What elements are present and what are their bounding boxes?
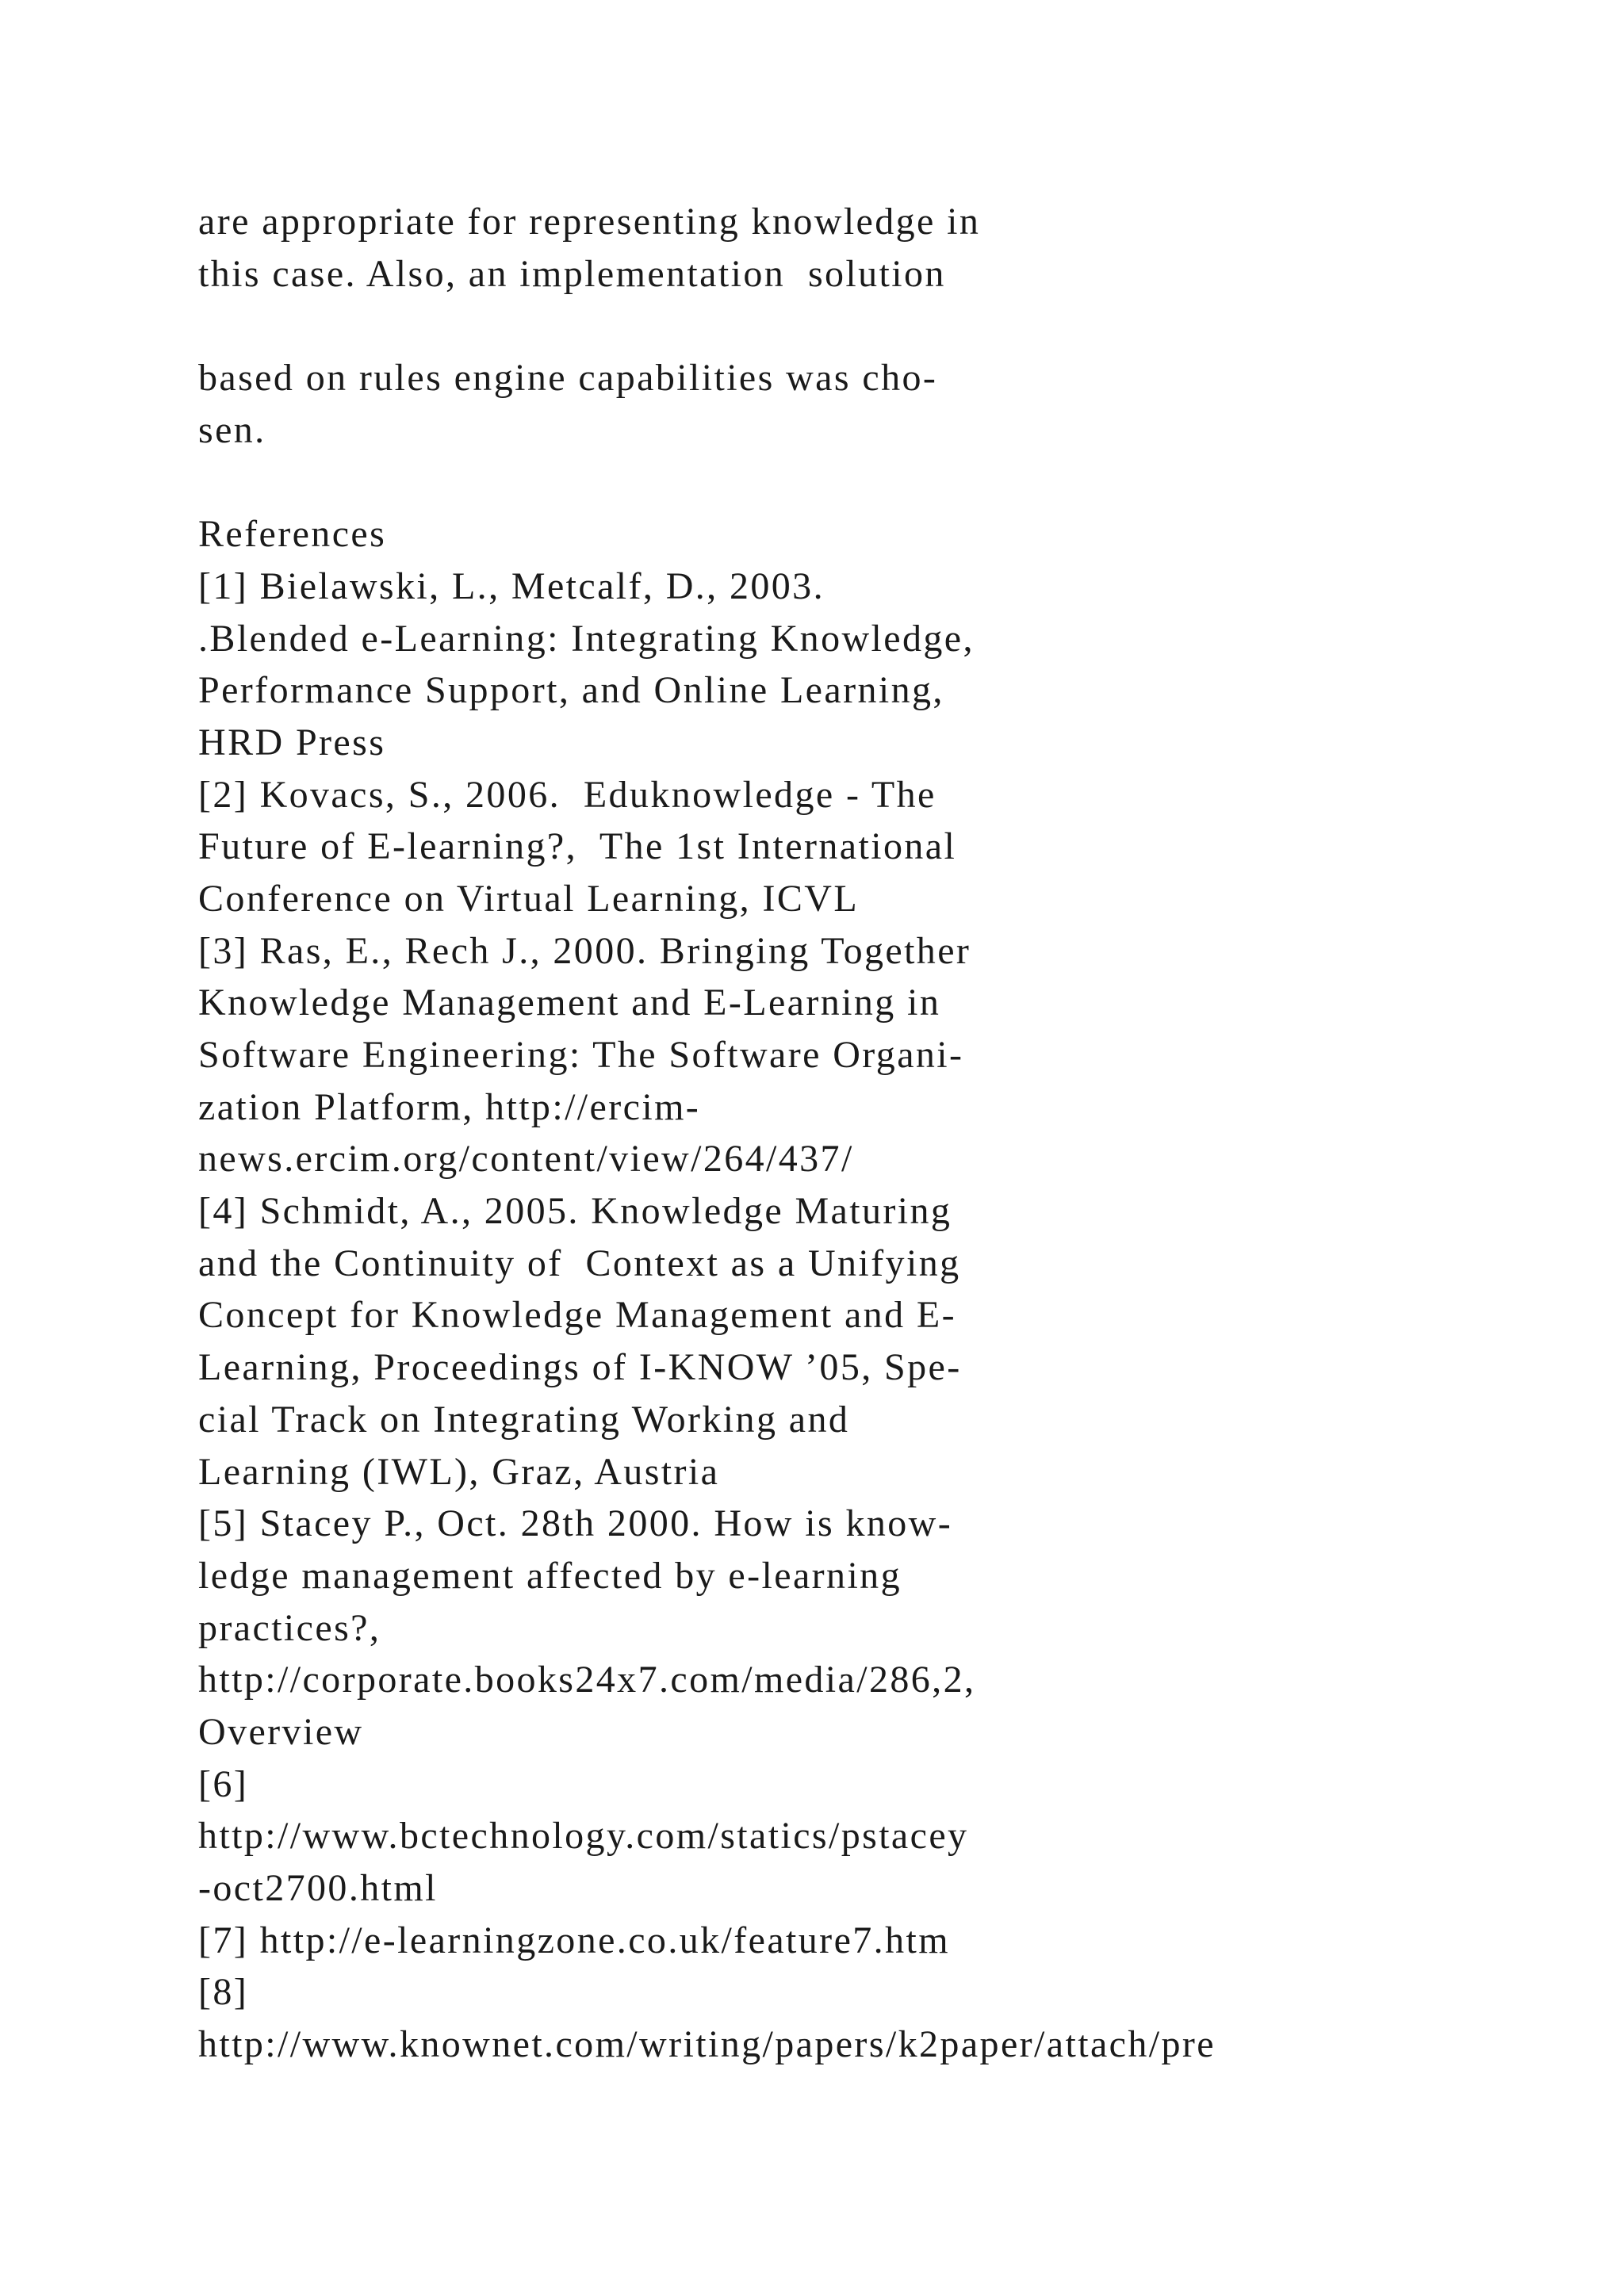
reference-line: Overview	[198, 1710, 364, 1753]
reference-line: [2] Kovacs, S., 2006. Eduknowledge - The	[198, 773, 936, 816]
reference-line: [7] http://e-learningzone.co.uk/feature7.htm	[198, 1919, 950, 1961]
reference-line: [1] Bielawski, L., Metcalf, D., 2003.	[198, 564, 825, 607]
reference-line: Knowledge Management and E-Learning in	[198, 982, 941, 1024]
page-text	[198, 196, 1610, 2071]
reference-line: and the Continuity of Context as a Unifying	[198, 1242, 961, 1284]
reference-line: cial Track on Integrating Working and	[198, 1398, 850, 1441]
reference-line: http://corporate.books24x7.com/media/286,2,	[198, 1659, 976, 1701]
reference-line: [4] Schmidt, A., 2005. Knowledge Maturing	[198, 1190, 952, 1233]
reference-line: [5] Stacey P., Oct. 28th 2000. How is know-	[198, 1502, 953, 1545]
reference-line: [8]	[198, 1971, 249, 2014]
reference-line: Conference on Virtual Learning, ICVL	[198, 877, 860, 920]
reference-line: [3] Ras, E., Rech J., 2000. Bringing Together	[198, 929, 971, 972]
reference-line: ledge management affected by e-learning	[198, 1554, 902, 1597]
reference-line: .Blended e-Learning: Integrating Knowledge,	[198, 617, 975, 660]
reference-line: Performance Support, and Online Learning,	[198, 669, 944, 712]
body-line: based on rules engine capabilities was cho-	[198, 357, 938, 400]
reference-line: practices?,	[198, 1606, 381, 1649]
body-line: sen.	[198, 408, 266, 451]
reference-line: news.ercim.org/content/view/264/437/	[198, 1138, 854, 1181]
reference-line: http://www.knownet.com/writing/papers/k2paper/attach/pre	[198, 2023, 1216, 2066]
reference-line: zation Platform, http://ercim-	[198, 1085, 701, 1128]
reference-line: -oct2700.html	[198, 1867, 438, 1909]
reference-line: Software Engineering: The Software Organi-	[198, 1034, 964, 1076]
references-heading: References	[198, 513, 387, 556]
reference-line: [6]	[198, 1762, 249, 1805]
reference-line: HRD Press	[198, 721, 386, 763]
body-line: are appropriate for representing knowledge in	[198, 201, 981, 243]
reference-line: http://www.bctechnology.com/statics/pstacey	[198, 1815, 969, 1858]
reference-line: Future of E-learning?, The 1st International	[198, 825, 957, 868]
blank-line	[198, 456, 1610, 508]
body-line: this case. Also, an implementation solution	[198, 252, 946, 295]
reference-line: Concept for Knowledge Management and E-	[198, 1294, 956, 1337]
blank-line	[198, 300, 1610, 352]
reference-line: Learning, Proceedings of I-KNOW ’05, Spe-	[198, 1346, 962, 1389]
reference-line: Learning (IWL), Graz, Austria	[198, 1450, 720, 1493]
